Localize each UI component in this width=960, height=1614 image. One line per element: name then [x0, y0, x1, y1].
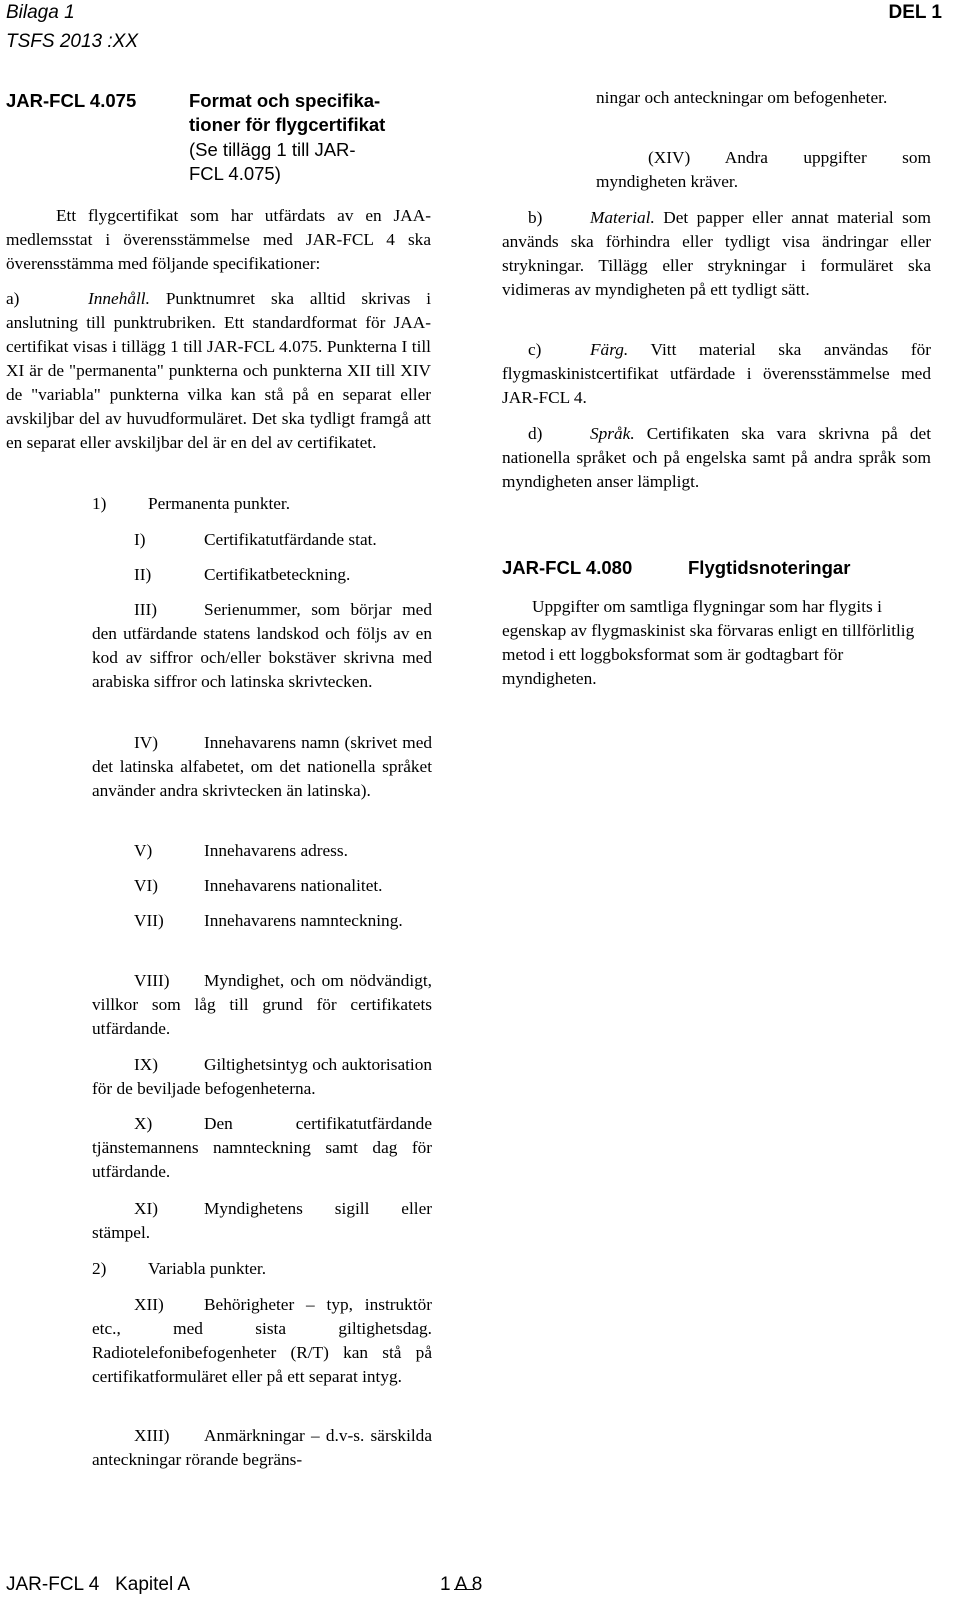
item-number: XI) — [134, 1199, 158, 1218]
paragraph-d-label: d) — [528, 424, 543, 443]
section-ref-line1: (Se tillägg 1 till JAR- — [189, 139, 356, 160]
paragraph-d — [502, 422, 931, 494]
item-text: Innehavarens adress. — [204, 841, 348, 860]
item-text: Behörigheter – typ, instruktör etc., med sista giltighetsdag. Radiotelefonibefogenheter (R/T) kan stå på certifikatformuläret eller på ett separat intyg. — [92, 1295, 432, 1386]
paragraph-d-title: Språk. — [590, 424, 635, 443]
variable-items-heading — [92, 1257, 432, 1281]
item-number: VII) — [134, 911, 164, 930]
item-viii — [92, 969, 432, 1041]
item-text: Anmärkningar – d.v-s. särskilda anteckningar rörande begräns- — [92, 1426, 432, 1469]
item-number: IX) — [134, 1055, 158, 1074]
footer-page-number-text: 1 A 8 — [440, 1574, 483, 1595]
paragraph-a — [6, 287, 431, 455]
paragraph-b-label: b) — [528, 208, 543, 227]
item-ii — [92, 563, 432, 587]
item-number: XIII) — [134, 1426, 170, 1445]
item-i — [92, 528, 432, 552]
permanent-items-text: Permanenta punkter. — [148, 494, 291, 513]
item-xiii-continuation: ningar och anteckningar om befogenheter. — [596, 88, 888, 107]
item-x — [92, 1112, 432, 1184]
item-vi — [92, 874, 432, 898]
item-xiv: (XIV) Andra uppgifter som myndigheten kräver. — [596, 148, 931, 191]
section-number-4080: JAR-FCL 4.080 — [502, 557, 633, 578]
permanent-items-number: 1) — [92, 494, 107, 513]
variable-items-number: 2) — [92, 1259, 107, 1278]
section-title-line1: Format och specifika- — [189, 90, 381, 111]
paragraph-a-label: a) — [6, 289, 20, 308]
footer-dash — [454, 1589, 474, 1590]
item-vii — [92, 909, 432, 933]
header-part: DEL 1 — [888, 2, 942, 23]
item-number: XII) — [134, 1295, 164, 1314]
footer-page-number — [440, 1574, 482, 1596]
item-text: Innehavarens nationalitet. — [204, 876, 383, 895]
paragraph-b-text: Det papper eller annat material som används ska förhindra eller tydligt visa ändringar eller strykningar. Tillägg eller strykningar i formuläret ska vidimeras av myndigheten på ett tydligt sätt. — [502, 208, 931, 299]
intro-paragraph: Ett flygcertifikat som har utfärdats av en JAA-medlemsstat i överensstämmelse med JAR-FCL 4 ska överensstämma med följande specifikationer: — [6, 206, 431, 273]
footer-chapter: JAR-FCL 4 Kapitel A — [6, 1574, 191, 1595]
section-title-flight-time: Flygtidsnoteringar — [688, 557, 851, 578]
item-text: Den certifikatutfärdande tjänstemannens namnteckning samt dag för utfärdande. — [92, 1114, 432, 1181]
item-iv — [92, 731, 432, 803]
item-number: I) — [134, 530, 146, 549]
item-text: Certifikatbeteckning. — [204, 565, 351, 584]
item-text: Innehavarens namnteckning. — [204, 911, 403, 930]
section-ref-line2: FCL 4.075) — [189, 163, 281, 184]
header-annex: Bilaga 1 — [6, 2, 75, 23]
item-v — [92, 839, 432, 863]
item-xiii — [92, 1424, 432, 1472]
flight-time-paragraph: Uppgifter om samtliga flygningar som har flygits i egenskap av flygmaskinist ska förvaras enligt en tillförlitlig metod i ett loggboksformat som är godtagbart för myndigheten. — [502, 597, 915, 688]
item-xii — [92, 1293, 432, 1389]
variable-items-text: Variabla punkter. — [148, 1259, 267, 1278]
paragraph-b — [502, 206, 931, 302]
item-text: Myndighet, och om nödvändigt, villkor som låg till grund för certifikatets utfärdande. — [92, 971, 432, 1038]
section-number-4075: JAR-FCL 4.075 — [6, 90, 137, 111]
item-iii — [92, 598, 432, 694]
paragraph-c-title: Färg. — [590, 340, 629, 359]
item-number: V) — [134, 841, 153, 860]
paragraph-a-text: Punktnumret ska alltid skrivas i anslutning till punktrubriken. Ett standardformat för JAA-certifikat visas i tillägg 1 till JAR-FCL 4.075. Punkterna I till XI är de "permanenta" punkterna och punkterna XII till XIV de "variabla" punkterna vilka kan stå på en separat eller avskiljbar del av huvudformuläret. Det ska tydligt framgå att en separat eller avskiljbar del är en del av certifikatet. — [6, 289, 431, 452]
paragraph-a-title: Innehåll. — [88, 289, 150, 308]
paragraph-b-title: Material. — [590, 208, 655, 227]
item-text: Certifikatutfärdande stat. — [204, 530, 377, 549]
item-number: X) — [134, 1114, 153, 1133]
item-number: IV) — [134, 733, 158, 752]
section-title-line2: tioner för flygcertifikat — [189, 114, 386, 135]
header-regulation-code: TSFS 2013 :XX — [6, 31, 139, 52]
item-number: VI) — [134, 876, 158, 895]
permanent-items-heading — [92, 492, 432, 516]
item-text: Serienummer, som börjar med den utfärdande statens landskod och följs av en kod av siffror och/eller bokstäver skrivna med arabiska siffror och latinska skrivtecken. — [92, 600, 432, 691]
item-text: Giltighetsintyg och auktorisation för de beviljade befogenheterna. — [92, 1055, 432, 1098]
paragraph-c-label: c) — [528, 340, 542, 359]
paragraph-c-text: Vitt material ska användas för flygmaskinistcertifikat utfärdade i överensstämmelse med JAR-FCL 4. — [502, 340, 931, 407]
item-ix — [92, 1053, 432, 1101]
item-number: III) — [134, 600, 158, 619]
item-xi — [92, 1197, 432, 1245]
item-text: Innehavarens namn (skrivet med det latinska alfabetet, om det nationella språket använder andra skrivtecken än latinska). — [92, 733, 432, 800]
item-text: Myndighetens sigill eller stämpel. — [92, 1199, 432, 1242]
paragraph-c — [502, 338, 931, 410]
item-number: II) — [134, 565, 152, 584]
paragraph-d-text: Certifikaten ska vara skrivna på det nationella språket och på engelska samt på andra språk som myndigheten anser lämpligt. — [502, 424, 931, 491]
item-number: VIII) — [134, 971, 170, 990]
